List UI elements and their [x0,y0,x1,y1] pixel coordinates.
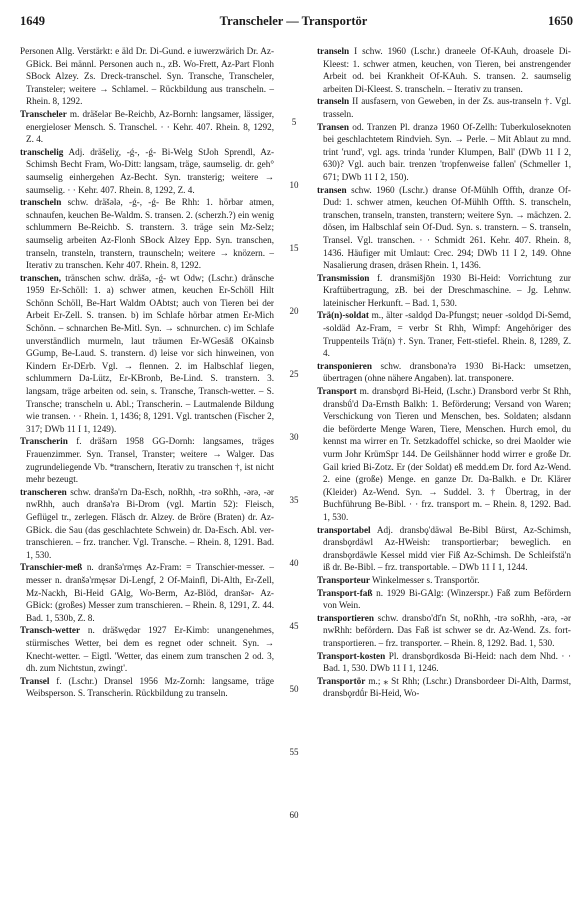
line-number: 25 [289,369,299,379]
headword: transchelig [20,146,64,157]
entry-transen: transen schw. 1960 (Lschr.) dranse Of-Mühlh Offth, dranze Of-Dud: 1. schwer atmen, keuchen Of-Mühlh Offth. S. transcheln, transchen, transeln, transten, transtern; weitere Syn. → mächzen. 2. dösen, im Halbschlaf sein Of-Dud. Syn. s. transtern. – S. transeln, Transel. Vgl. transchen. · · Schmidt 261. Kehr. 407. Rhein. 8, 1436. Häufiger mit Umlaut: Crec. 294; DWb 11 I 2, 149. Ohne Nasalierung drasen, dräsen Rhein. 1, 1436. [317,184,571,271]
headword: Transen [317,121,349,132]
line-number: 15 [289,243,299,253]
entry-transmission: Transmission f. dransmišjōn 1930 Bi-Heid: Vorrichtung zur Kraftübertragung, zB. bei der Dreschmaschine. – Jg. Lehnw. lateinischer Herkunft. – Bad. 1, 530. [317,272,571,308]
line-number: 40 [289,558,299,568]
entry-transchen: transchen, tränschen schw. dräšǝ, -ǵ- wt Odw; (Lschr.) dränsche 1959 Er-Schöll: 1. a) schwer atmen, keuchen Er-Schöll Hilt Schönn Schöll, Be-Hart Waldm OAbtst; auch von Tieren bei der Arbeit Er-Zell. S. transen. b) im Schlafe hörbar atmen Er-Mich Schönn. – schnarchen Be-Mitl. Syn. → schnurchen. c) im Schlafe unverständlich murmeln, laut träumen Er-WGesäß OKainsb GGump, Be-Laud. S. transtern. d) leise vor sich hinweinen, von Kindern Er-DErb. Vgl. → flennen. 2. im Halbschlaf liegen, schlummern Da-Lütz, Er-KBronb, Be-Lind. S. transtern. 3. langsam, träge arbeiten od. sein, s. Transche, Transch-wetter. – S. Transche; transcheln u. Abl.; Transcherin. – Lautmalende Bildung wie transen. · · Rhein. 1, 1436; 8, 1291. Vgl. trantschen (Fischer 2, 317; DWb 11 I 1, 1249). [20,272,274,434]
entry-transcheler: Transcheler m. dräšelǝr Be-Reichb, Az-Bornh: langsamer, lässiger, energieloser Mensch. S. Transchel. · · Kehr. 407. Rhein. 8, 1292, Z. 4. [20,108,274,145]
headword: Transch-wetter [20,625,81,636]
entry-transcheln: transcheln schw. dräšǝlǝ, -ǵ-, -ǵ- Be Rhh: 1. hörbar atmen, schnaufen, keuchen Be-Waldm. S. transen. 2. (scherzh.?) ein wenig schlummern Be-Reichb. S. transtern. 3. träge sein Mz-Selz; saumselig arbeiten Az-Flonh SBock Alzey Epp. Syn. transchen, transeln, transteln, transtern, traunscheln; weitere → knözern. – Iterativ zu transchen. Kehr 407. Rhein. 8, 1292. [20,197,274,271]
page-number-left: 1649 [20,14,45,28]
headword: Transmission [317,272,370,283]
entry-transchier-mess: Transchier-meß n. dranšǝ'rmęs Az-Fram: = Transchier-messer. –messer n. dranšǝ'rmęsǝr Di-Lengf, 2 Of-Mainfl, Di-Alth, Er-Zell, Mz-Nackh, Bi-Heid GAlg, Wo-Berm, Az-Blöd, dranšǝr- Az-GBick: (großes) Messer zum transchieren. – Rhein. 8, 1291, Z. 44. Bad. 1, 530b, Z. 8. [20,562,274,623]
page-number-right: 1650 [548,14,573,28]
line-number: 55 [289,747,299,757]
line-number: 35 [289,495,299,505]
headword: Transcherin [20,436,68,447]
entry-transch-wetter: Transch-wetter n. dräšwędǝr 1927 Er-Kimb: unangenehmes, stürmisches Wetter, bei dem es regnet oder schneit. Syn. → Knecht-wetter. – Eigtl. 'Wetter, das einem zum transchen 2 od. 3, dh. zum Nichtstun, zwingt'. [20,625,274,674]
headword: Transport-kosten [317,650,386,661]
headword: transen [317,184,347,195]
headword: Transport-faß [317,587,373,598]
entry-transchelig: transchelig Adj. dräšeliχ, -ǵ-, -ǵ- Bi-Welg StJoh Sprendl, Az-Schimsh Becht Fram, Wo-Ditt: langsam, träge, saumselig. dr. geh° saumselig einhergehen Az-Becht. Syn. transterig; weitere → saumselig. · · Kehr. 407. Rhein. 8, 1292, Z. 4. [20,146,274,195]
line-number: 20 [289,306,299,316]
right-column [317,45,571,700]
headword: transeln [317,96,350,107]
line-number: 45 [289,621,299,631]
headword: Transchier-meß [20,562,83,573]
headword: Transporteur [317,574,370,585]
left-column [20,45,274,700]
entry-transport-fass: Transport-faß n. 1929 Bi-GAlg: (Winzerspr.) Faß zum Befördern von Wein. [317,587,571,611]
line-number: 60 [289,810,299,820]
entry-transel: Transel f. (Lschr.) Dransel 1956 Mz-Zornh: langsame, träge Weibsperson. S. Transcherin. Rückbildung zu transeln. [20,675,274,699]
entry-transportoer: Transportör m.; ⁎ St Rhh; (Lschr.) Dransbordeer Di-Alth, Darmst, dransbǫrdǘr Bi-Heid, Wo- [317,675,571,699]
running-title: Transcheler — Transportör [219,14,368,28]
headword: Transport [317,386,357,397]
line-number: 30 [289,432,299,442]
entry-transeln-1: transeln I schw. 1960 (Lschr.) draneele Of-KAuh, droasele Di-Kleest: 1. schwer atmen, keuchen, von Tieren, bei anstrengender Arbeit od. bei Krankheit Of-KAuh. S. transen. 2. saumselig arbeiten Di-Kleest. S. transcheln. – Iterativ zu transen. [317,46,571,94]
entry-transportieren: transportieren schw. dransbo'dī'n St, noRhh, -trǝ soRhh, -ǝrǝ, -ǝr nwRhh: befördern. Das Faß ist schwer se dr. Az-Wend. Zs. fort-transportieren. – frz. transporter. – Rhein. 8, 1292. Bad. 1, 530. [317,612,571,648]
entry-continuation: Personen Allg. Verstärkt: e äld Dr. Di-Gund. e iuwerzwärich Dr. Az-GBick. Bei männl. Personen auch n., zB. Wo-Frett, Az-Part Flonh SBock Alzey. Zs. Dreck-transchel. Syn. Transche, Transcheler, Transteler; weitere → Schlamel. – Rückbildung aus transcheln. – Rhein. 8, 1292. [20,46,274,107]
headword: Transcheler [20,108,67,119]
entry-transport-kosten: Transport-kosten Pl. dransbǫrdkosdǝ Bi-Heid: nach dem Nhd. · · Bad. 1, 530. DWb 11 I 1, 1246. [317,650,571,674]
entry-transen-pl: Transen od. Tranzen Pl. dranzǝ 1960 Of-Zellh: Tuberkuloseknoten bei geschlachtetem Rindvieh. Syn. → Perle. – Mit Ablaut zu mnd. trint 'rund', vgl. ags. trinda 'runder Klumpen, Ball' (DWb 11 I 2, 630)? Vgl. auch bair. trenzen 'tropfenweise fallen' (Schmeller 1, 671; DWb 11 I 2, 150). [317,121,571,182]
headword: transcheln [20,197,62,208]
entry-transponieren: transponieren schw. dransbonǝ'rǝ 1930 Bi-Hack: umsetzen, übertragen (ohne nähere Angaben). lat. transponere. [317,360,571,384]
headword: transchen, [20,272,62,283]
entry-traen-soldat: Trä(n)-soldat m., älter -saldǫd Da-Pfungst; neuer -soldǫd Di-Semd, -soldäd Az-Fram, = verbr St Rhh, Wimpf: Angehöriger des Truppenteils Trä(n) †. Syn. Traner, Fett-stiefel. Rhein. 8, 1289, Z. 4. [317,310,571,359]
entry-transporteur: Transporteur Winkelmesser s. Transportör. [317,574,480,585]
entry-transeln-2: transeln II ausfasern, von Geweben, in der Zs. aus-transeln †. Vgl. trasseln. [317,96,571,119]
headword: Trä(n)-soldat [317,310,369,321]
entry-transcherin: Transcherin f. dräšǝrn 1958 GG-Dornh: langsames, träges Frauenzimmer. Syn. Transel, Transter; weitere → Walger. Das zugrundeliegende Vb. *transchern, Iterativ zu transchen †, ist nicht mehr bezeugt. [20,436,274,485]
headword: transportabel [317,524,371,535]
headword: transcheren [20,486,67,497]
headword: Transel [20,675,50,686]
entry-transcheren: transcheren schw. dranšǝ'rn Da-Esch, noRhh, -trǝ soRhh, -ǝrǝ, -ǝr nwRhh, auch dranšǝ'rǝ Bi-Drom (vgl. Martin 52): Fleisch, Geflügel tr., zerlegen. Fläsch dr. Alzey. de Bröre (Braten) dr. Az-GBick. die Sau (das geschlachtete Schwein) dr. Da-Esch. Abl. ver-transchieren. – frz. trancher. Vgl. Transche. – Rhein. 8, 1291. Bad. 1, 530. [20,486,274,560]
headword: transeln [317,46,350,56]
headword: transponieren [317,360,372,371]
line-number: 5 [291,117,297,127]
line-number: 10 [289,180,299,190]
headword: transportieren [317,612,374,623]
entry-transport: Transport m. dransbǫrd Bi-Heid, (Lschr.) Dransbord verbr St Rhh, dransbǘ'd Da-Ernsth Balkh: 1. Beförderung; Versand von Waren; Verschickung von Tieren und Menschen, bes. Soldaten; alsdann die beförderte Menge Waren, Tiere, Menschen. Hurch emol, du kennst ma wirrer en Tr. Setzkadoffel schicke, so drei Maolder wie vurm Johr KrümSpr 144. De Geilshänner hodd wirrer e große Dr. Gail kried Bi-Zotz. Er (der Soldat) eß medd.em Dr. ford Az-Wend. 2. eine (große) Menge. en ganze Dr. Da-Balkh. e Dr. Klärer (Kleider) Az-Wend. Syn. → Suddel. 3. † Übertrag, in der Buchführung Be-Bibl. · · frz. transport m. – Rhein. 8, 1292. Bad. 1, 530. [317,386,571,522]
entry-transportabel: transportabel Adj. dransbǫ'däwǝl Be-Bibl Bürst, Az-Schimsh, dransbǫrdäwl Az-HWeish: transportierbar; beweglich. en dransbǫrdäwle Kessel midd vier Fiß Az-Schimsh. De Schleifstä'n iß dr. Be-Bibl. – frz. transportable. – DWb 11 I 1, 1244. [317,524,571,573]
headword: Transportör [317,675,366,686]
line-number: 50 [289,684,299,694]
